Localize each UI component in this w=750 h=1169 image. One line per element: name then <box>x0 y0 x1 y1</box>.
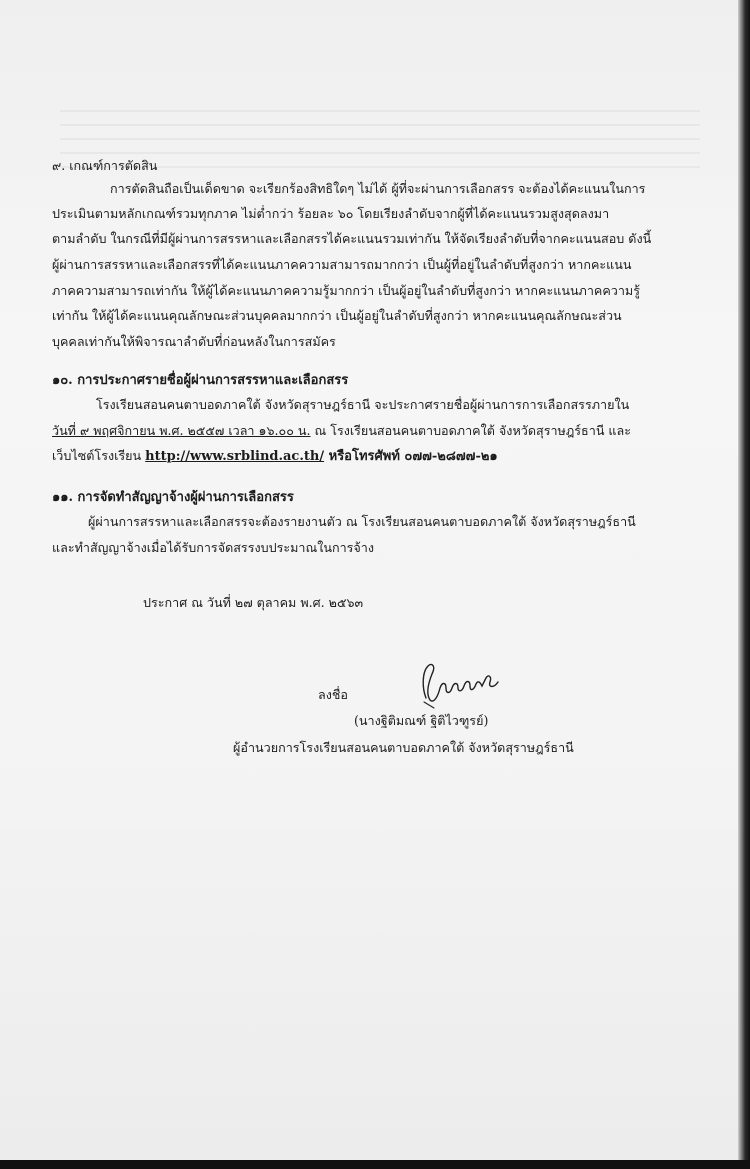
section-9-line-7: บุคคลเท่ากันให้พิจารณาลำดับที่ก่อนหลังในการสมัคร <box>52 334 336 349</box>
page-edge-bottom <box>0 1160 750 1169</box>
section-9-line-1: การตัดสินถือเป็นเด็ดขาด จะเรียกร้องสิทธิใดๆ ไม่ได้ ผู้ที่จะผ่านการเลือกสรร จะต้องได้คะแนนในการ <box>110 181 646 196</box>
announcement-date-line: ประกาศ ณ วันที่ ๒๗ ตุลาคม พ.ศ. ๒๕๖๓ <box>143 595 364 610</box>
page-edge-right <box>738 0 750 1169</box>
school-website-link[interactable]: http://www.srblind.ac.th/ <box>145 449 325 464</box>
website-label: เว็บไซต์โรงเรียน <box>52 448 146 463</box>
section-10-heading: ๑๐. การประกาศรายชื่อผู้ผ่านการสรรหาและเลือกสรร <box>52 373 349 388</box>
section-10-line-1: โรงเรียนสอนคนตาบอดภาคใต้ จังหวัดสุราษฎร์ธานี จะประกาศรายชื่อผู้ผ่านการการเลือกสรรภายใน <box>96 397 630 412</box>
section-11-line-2: และทำสัญญาจ้างเมื่อได้รับการจัดสรรงบประมาณในการจ้าง <box>52 540 375 555</box>
signature-label: ลงชื่อ <box>318 687 348 702</box>
section-10-line-2 <box>52 423 631 439</box>
section-9-line-4: ผู้ผ่านการสรรหาและเลือกสรรที่ได้คะแนนภาคความสามารถมากกว่า เป็นผู้ที่อยู่ในลำดับที่สูงกว่า หากคะแนน <box>52 257 632 272</box>
announcement-date: วันที่ ๙ พฤศจิกายน พ.ศ. ๒๕๕๗ เวลา ๑๖.๐๐ น. <box>52 423 311 438</box>
section-9-line-6: เท่ากัน ให้ผู้ได้คะแนนคุณลักษณะส่วนบุคคลมากกว่า เป็นผู้อยู่ในลำดับที่สูงกว่า หากคะแนนคุณลักษณะส่วน <box>52 308 622 323</box>
announcement-location: ณ โรงเรียนสอนคนตาบอดภาคใต้ จังหวัดสุราษฎร์ธานี และ <box>310 423 632 438</box>
handwritten-signature <box>412 658 512 710</box>
section-9-line-3: ตามลำดับ ในกรณีที่มีผู้ผ่านการสรรหาและเลือกสรรได้คะแนนรวมเท่ากัน ให้จัดเรียงลำดับที่จากคะแนนสอบ ดังนี้ <box>52 231 652 246</box>
section-11-line-1: ผู้ผ่านการสรรหาและเลือกสรรจะต้องรายงานตัว ณ โรงเรียนสอนคนตาบอดภาคใต้ จังหวัดสุราษฎร์ธานี <box>88 514 636 529</box>
section-11-heading: ๑๑. การจัดทำสัญญาจ้างผู้ผ่านการเลือกสรร <box>52 490 294 505</box>
section-9-heading: ๙. เกณฑ์การตัดสิน <box>52 158 158 173</box>
phone-number: หรือโทรศัพท์ ๐๗๗-๒๘๗๗-๒๑ <box>324 449 498 464</box>
section-9-line-5: ภาคความสามารถเท่ากัน ให้ผู้ได้คะแนนภาคความรู้มากกว่า เป็นผู้อยู่ในลำดับที่สูงกว่า หากคะแนนภาคความรู้ <box>52 283 640 298</box>
section-10-line-3 <box>52 448 498 465</box>
signer-title: ผู้อำนวยการโรงเรียนสอนคนตาบอดภาคใต้ จังหวัดสุราษฎร์ธานี <box>233 740 574 755</box>
signer-name: (นางฐิติมณฑ์ ฐิติไวฑูรย์) <box>354 713 489 728</box>
section-9-line-2: ประเมินตามหลักเกณฑ์รวมทุกภาค ไม่ต่ำกว่า ร้อยละ ๖๐ โดยเรียงลำดับจากผู้ที่ได้คะแนนรวมสูงสุดลงมา <box>52 206 610 221</box>
